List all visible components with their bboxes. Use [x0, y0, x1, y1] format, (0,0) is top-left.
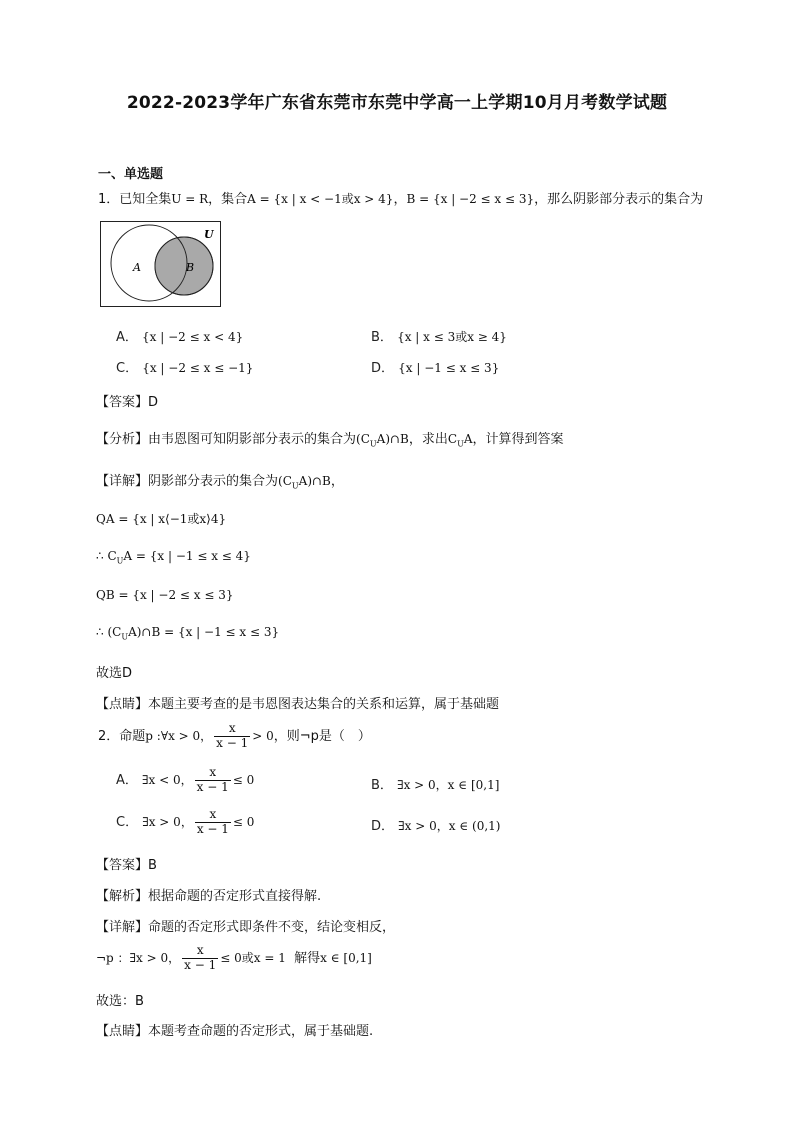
q1-number: 1．: [98, 192, 120, 207]
fraction-numerator: x: [209, 765, 217, 779]
q2-stem: [98, 722, 371, 751]
q1-step-4: [96, 625, 279, 641]
option-pre: ∃x > 0，: [142, 814, 193, 829]
negation-a: ¬p ：∃x > 0，: [96, 950, 181, 965]
option-pre: ∃x > 0，: [397, 778, 448, 792]
q1-step-1: QA = {x | x⟨−1或x⟩4}: [96, 512, 227, 526]
option-label: C．: [116, 361, 139, 376]
answer-value: D: [148, 395, 159, 410]
analysis-math-2: [447, 432, 473, 449]
analysis-math-2a: C: [447, 432, 458, 446]
negation-b: ≤ 0或x = 1: [220, 950, 286, 965]
answer-tag: 【答案】: [96, 395, 149, 410]
q2-stem-fraction: [214, 722, 250, 751]
negation-d: x ∈ [0,1]: [320, 950, 372, 965]
option-label: B．: [371, 778, 393, 793]
answer-value: B: [148, 858, 157, 873]
q2-stem-text-a: 命题: [119, 728, 146, 744]
comment-tag: 【点睛】: [96, 1024, 149, 1039]
q1-stem-text-d: ，那么阴影部分表示的集合为: [534, 192, 704, 207]
q1-set-b: B = {x | −2 ≤ x ≤ 3}: [406, 192, 535, 206]
option-post: ≤ 0: [232, 814, 255, 829]
page-title: 2022-2023学年广东省东莞市东莞中学高一上学期10月月考数学试题: [126, 93, 668, 113]
venn-diagram: [100, 221, 221, 307]
detail-text-a: 阴影部分表示的集合为: [148, 474, 279, 489]
q2-number: 2．: [98, 728, 120, 744]
step-4b: A)∩B = {x | −1 ≤ x ≤ 3}: [128, 625, 280, 639]
q1-set-a: A = {x | x < −1或x > 4}: [247, 192, 394, 206]
analysis-math-1a: (C: [356, 432, 370, 446]
option-label: A．: [116, 330, 138, 345]
option-post: x ∈ [0,1]: [447, 778, 500, 792]
q1-stem-text-a: 已知全集: [119, 192, 172, 207]
option-pre: ∃x > 0，: [398, 819, 449, 833]
q2-option-a: [116, 766, 254, 795]
q2-detail: [96, 916, 395, 935]
analysis-tag: 【分析】: [96, 432, 149, 447]
q1-stem: [98, 188, 703, 207]
q2-option-c: [116, 808, 254, 837]
fraction-numerator: x: [196, 943, 204, 957]
q1-step-2: [96, 549, 251, 565]
step-2b: A = {x | −1 ≤ x ≤ 4}: [123, 549, 251, 563]
option-text: {x | −1 ≤ x ≤ 3}: [398, 361, 500, 375]
q2-analysis: [96, 885, 321, 904]
comment-text: 本题主要考查的是韦恩图表达集合的关系和运算，属于基础题: [148, 697, 500, 712]
detail-text-b: ，: [330, 474, 344, 489]
q1-comment: [96, 693, 499, 712]
negation-c: 解得: [294, 950, 321, 966]
option-label: D．: [371, 819, 395, 834]
fraction-numerator: x: [209, 807, 217, 821]
q2-comment: [96, 1020, 373, 1039]
analysis-text-a: 由韦恩图可知阴影部分表示的集合为: [148, 432, 357, 447]
q1-stem-text-b: ，集合: [208, 192, 248, 207]
option-post: ≤ 0: [232, 772, 255, 787]
option-pre: ∃x < 0，: [142, 772, 193, 787]
step-2a: ∴ C: [96, 549, 117, 563]
option-label: D．: [371, 361, 395, 376]
option-label: C．: [116, 814, 139, 830]
analysis-text: 根据命题的否定形式直接得解.: [148, 889, 322, 904]
option-text: {x | −2 ≤ x ≤ −1}: [142, 361, 254, 375]
q2-option-d: [371, 815, 501, 834]
fraction-denominator: x − 1: [196, 779, 229, 794]
venn-label-b: B: [186, 261, 195, 274]
option-label: B．: [371, 330, 393, 345]
analysis-math-2b: A: [463, 432, 473, 446]
analysis-math-1-sub: U: [369, 439, 377, 449]
analysis-text-b: ，求出: [408, 432, 448, 447]
q1-answer: [96, 391, 158, 410]
detail-text: 命题的否定形式即条件不变，结论变相反，: [148, 920, 396, 935]
detail-math: [278, 474, 331, 491]
q2-negation: [96, 944, 372, 973]
option-post: x ∈ (0,1): [448, 819, 501, 833]
fraction-denominator: x − 1: [184, 957, 217, 972]
analysis-math-1b: A)∩B: [376, 432, 409, 446]
detail-tag: 【详解】: [96, 920, 149, 935]
q2-stem-b: > 0: [252, 728, 274, 743]
detail-math-b: A)∩B: [298, 474, 331, 488]
step-4a: ∴ (C: [96, 625, 122, 639]
fraction-denominator: x − 1: [196, 821, 229, 836]
step-4-sub: U: [121, 632, 129, 642]
fraction-numerator: x: [228, 721, 236, 735]
q2-option-b: [371, 774, 499, 793]
q1-option-d: [371, 357, 499, 376]
detail-math-sub: U: [291, 481, 299, 491]
q1-option-b: [371, 326, 507, 345]
analysis-math-1: [356, 432, 409, 449]
fraction-denominator: x − 1: [216, 735, 249, 750]
option-text: {x | −2 ≤ x < 4}: [142, 330, 244, 344]
option-fraction: [195, 766, 231, 795]
q2-stem-c: ，则¬p是（ ）: [273, 728, 371, 744]
analysis-text-c: ，计算得到答案: [472, 432, 564, 447]
q1-option-c: [116, 357, 253, 376]
comment-text: 本题考查命题的否定形式，属于基础题.: [148, 1024, 374, 1039]
q2-stem-p: p :∀x > 0，: [145, 728, 213, 743]
section-heading: 一、单选题: [98, 167, 164, 182]
detail-tag: 【详解】: [96, 474, 149, 489]
q1-universe: U = R: [171, 192, 209, 206]
option-fraction: [195, 808, 231, 837]
option-text: {x | x ≤ 3或x ≥ 4}: [397, 330, 507, 344]
answer-tag: 【答案】: [96, 858, 149, 873]
venn-label-u: U: [204, 228, 214, 241]
q1-stem-text-c: ，: [393, 192, 407, 207]
q1-step-3: QB = {x | −2 ≤ x ≤ 3}: [96, 588, 234, 602]
comment-tag: 【点睛】: [96, 697, 149, 712]
option-label: A．: [116, 772, 138, 788]
analysis-math-2-sub: U: [457, 439, 464, 449]
negation-fraction: [182, 944, 218, 973]
q1-option-a: [116, 326, 243, 345]
q1-detail: [96, 470, 344, 490]
q2-answer: [96, 854, 157, 873]
step-2-sub: U: [116, 556, 124, 566]
detail-math-a: (C: [278, 474, 292, 488]
analysis-tag: 【解析】: [96, 889, 149, 904]
q2-choose: 故选：B: [96, 994, 144, 1009]
venn-label-a: A: [133, 261, 141, 274]
q1-choose: 故选D: [96, 666, 133, 681]
q1-analysis: [96, 428, 564, 448]
